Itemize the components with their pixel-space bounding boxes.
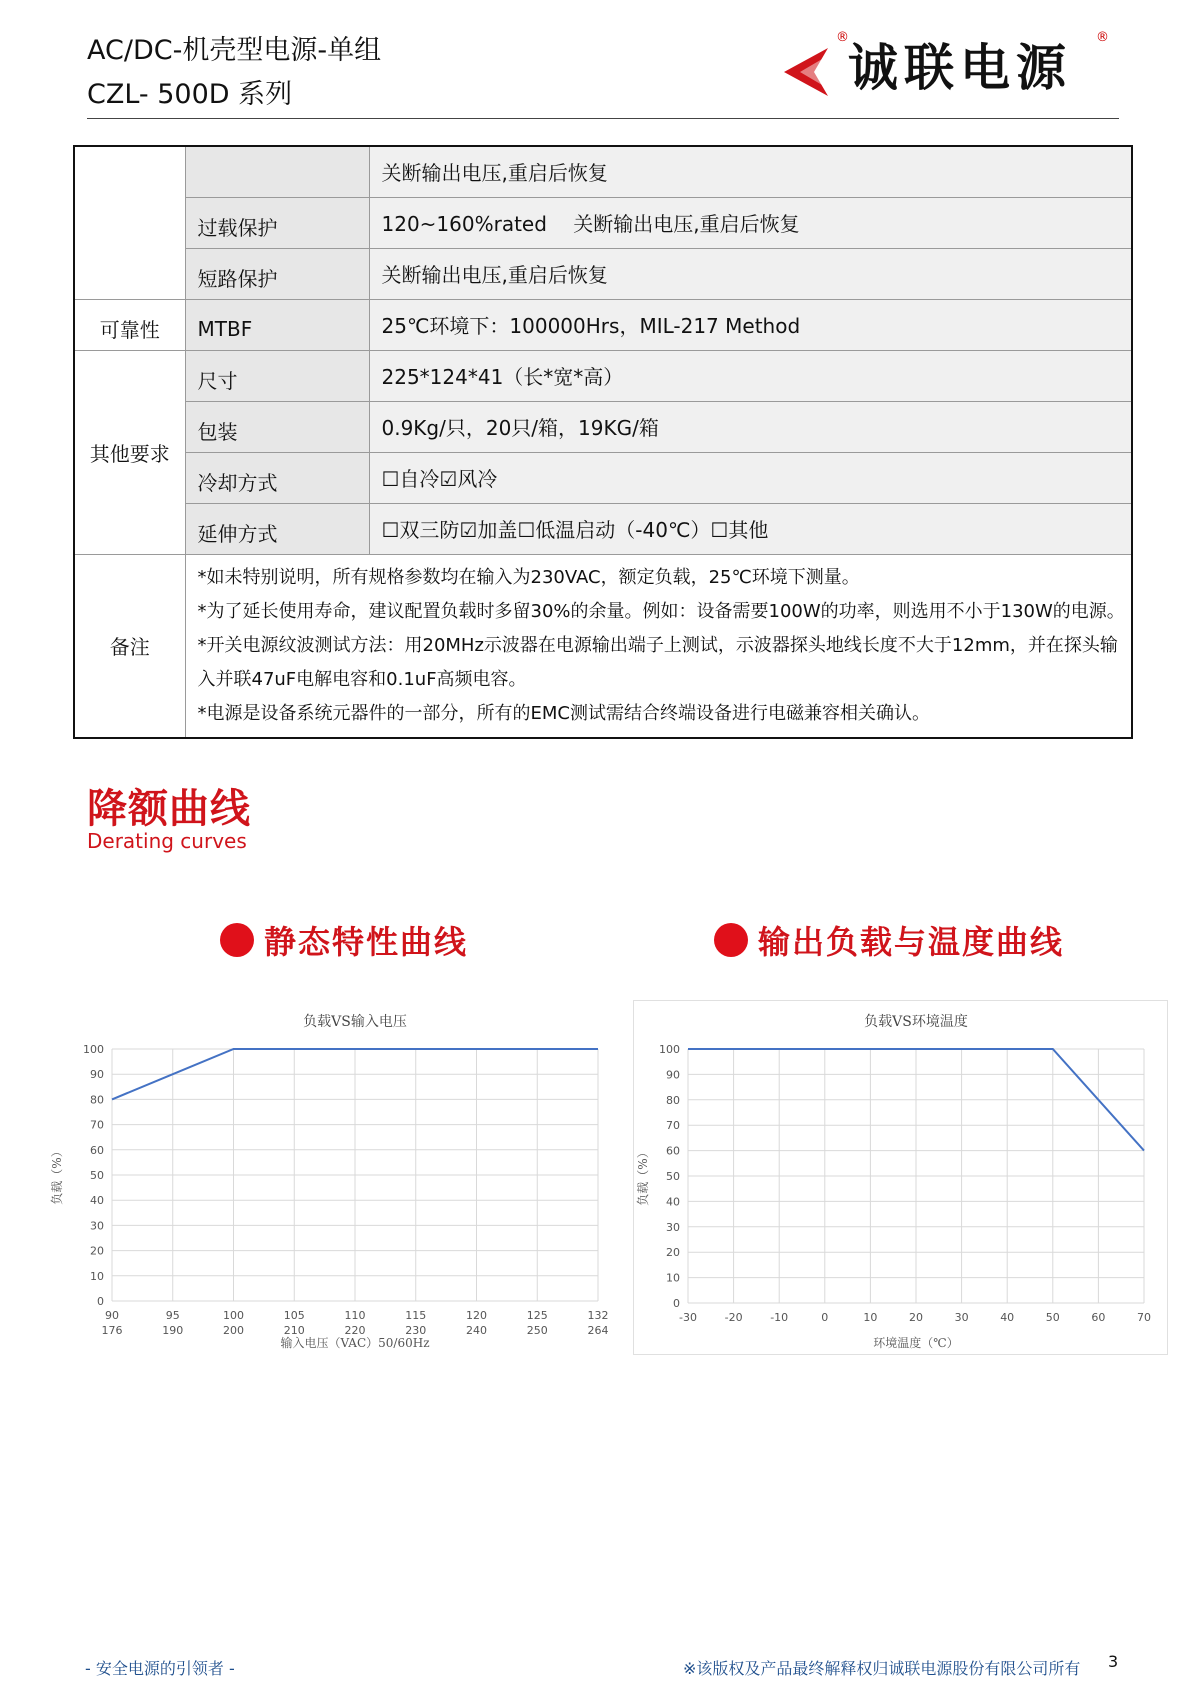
item-cell: 冷却方式 (185, 452, 369, 503)
x-tick-label: 115 (405, 1309, 427, 1322)
chart-title: 负载VS输入电压 (303, 1014, 407, 1030)
y-tick-label: 90 (90, 1068, 104, 1082)
x-tick-label-secondary: 200 (223, 1324, 244, 1337)
x-tick-label: -30 (679, 1311, 697, 1324)
registered-mark: ® (836, 30, 849, 45)
y-axis-label: 负载（%） (50, 1145, 64, 1205)
x-tick-label: 105 (283, 1309, 305, 1322)
spec-table (73, 145, 1133, 739)
y-tick-label: 0 (673, 1297, 680, 1310)
x-axis-label: 环境温度（℃） (873, 1336, 959, 1350)
table-row (74, 197, 1132, 248)
brand-name: 诚联电源 (848, 38, 1072, 97)
y-tick-label: 90 (666, 1068, 680, 1082)
table-row (74, 401, 1132, 452)
x-tick-label: 10 (863, 1311, 878, 1324)
x-tick-label-secondary: 210 (283, 1324, 305, 1337)
y-tick-label: 50 (666, 1170, 680, 1183)
x-tick-label: -20 (724, 1311, 743, 1324)
bullet-dot-icon (714, 923, 748, 957)
x-tick-label-secondary: 190 (162, 1324, 184, 1337)
table-row (74, 350, 1132, 401)
brand-logo (778, 30, 1118, 100)
y-tick-label: 40 (666, 1195, 680, 1209)
x-tick-label: 70 (1137, 1311, 1151, 1324)
header-divider (87, 118, 1119, 119)
x-tick-label: 40 (1000, 1311, 1015, 1324)
footer-slogan: - 安全电源的引领者 - (85, 1659, 235, 1678)
x-tick-label: 0 (821, 1311, 829, 1324)
chart-load-vs-voltage (47, 1000, 617, 1355)
category-cell: 可靠性 (74, 299, 185, 350)
y-tick-label: 10 (90, 1269, 104, 1283)
y-tick-label: 30 (90, 1219, 104, 1233)
value-cell: 关断输出电压,重启后恢复 (369, 146, 1132, 197)
note-line: *如未特别说明，所有规格参数均在输入为230VAC，额定负载，25℃环境下测量。 (197, 566, 860, 588)
chart-heading-left (220, 918, 468, 962)
y-tick-label: 100 (83, 1043, 104, 1056)
x-tick-label: 20 (909, 1311, 923, 1324)
item-cell: MTBF (185, 299, 369, 350)
y-tick-label: 60 (90, 1143, 104, 1157)
table-row (74, 503, 1132, 554)
y-tick-label: 20 (666, 1246, 680, 1260)
y-tick-label: 70 (666, 1119, 680, 1133)
y-tick-label: 80 (666, 1093, 680, 1107)
doc-title-line2: CZL- 500D 系列 (87, 79, 293, 110)
item-cell: 过载保护 (185, 197, 369, 248)
x-tick-label-secondary: 240 (466, 1324, 487, 1337)
value-cell: 关断输出电压,重启后恢复 (369, 248, 1132, 299)
x-tick-label-secondary: 264 (587, 1324, 609, 1337)
x-tick-label: 60 (1091, 1311, 1106, 1324)
registered-mark: ® (1096, 30, 1109, 45)
x-tick-label: 132 (587, 1309, 609, 1322)
y-tick-label: 30 (666, 1220, 680, 1234)
y-tick-label: 40 (90, 1194, 104, 1208)
section-title: 降额曲线 (87, 786, 251, 832)
x-axis-label: 输入电压（VAC）50/60Hz (280, 1336, 430, 1350)
table-row (74, 248, 1132, 299)
item-cell: 尺寸 (185, 350, 369, 401)
value-cell: 225*124*41（长*宽*高） (369, 350, 1132, 401)
note-line: 入并联47uF电解电容和0.1uF高频电容。 (197, 668, 527, 690)
table-row (74, 146, 1132, 197)
value-cell: 25℃环境下：100000Hrs，MIL-217 Method (369, 299, 1132, 350)
category-cell: 其他要求 (74, 350, 185, 554)
chart-heading-text: 输出负载与温度曲线 (758, 923, 1065, 961)
y-tick-label: 50 (90, 1169, 104, 1182)
value-cell: 120~160%rated 关断输出电压,重启后恢复 (369, 197, 1132, 248)
x-tick-label: 120 (466, 1309, 487, 1322)
item-cell: 包装 (185, 401, 369, 452)
x-tick-label: 90 (105, 1309, 119, 1322)
chart-frame (634, 1001, 1168, 1355)
category-cell (74, 146, 185, 299)
doc-title-line1: AC/DC-机壳型电源-单组 (87, 35, 382, 66)
x-tick-label: -10 (770, 1311, 789, 1324)
x-tick-label-secondary: 230 (405, 1324, 427, 1337)
y-axis-label: 负载（%） (636, 1146, 650, 1206)
value-cell: ☐双三防☑加盖☐低温启动（-40℃）☐其他 (369, 503, 1132, 554)
y-tick-label: 0 (97, 1295, 104, 1308)
chart-load-vs-temperature (633, 1000, 1168, 1355)
chart-heading-right (714, 918, 1064, 962)
x-tick-label: 110 (344, 1309, 366, 1322)
notes-cell (185, 554, 1132, 738)
x-tick-label-secondary: 220 (344, 1324, 366, 1337)
value-cell: 0.9Kg/只，20只/箱，19KG/箱 (369, 401, 1132, 452)
x-tick-label: 100 (223, 1309, 244, 1322)
section-subtitle: Derating curves (87, 829, 247, 853)
page-number: 3 (1108, 1652, 1119, 1671)
note-line: *开关电源纹波测试方法：用20MHz示波器在电源输出端子上测试，示波器探头地线长度不大于12mm，并在探头输 (197, 634, 1118, 656)
table-row (74, 299, 1132, 350)
x-tick-label: 95 (165, 1309, 180, 1322)
notes-row (74, 554, 1132, 738)
y-tick-label: 100 (659, 1043, 680, 1056)
x-tick-label-secondary: 176 (101, 1324, 123, 1337)
chart-title: 负载VS环境温度 (864, 1014, 968, 1030)
y-tick-label: 20 (90, 1244, 104, 1258)
y-tick-label: 10 (666, 1271, 680, 1285)
note-line: *为了延长使用寿命，建议配置负载时多留30%的余量。例如：设备需要100W的功率，则选用不小于130W的电源。 (197, 600, 1125, 622)
table-row (74, 452, 1132, 503)
chart-heading-text: 静态特性曲线 (264, 923, 469, 961)
note-line: *电源是设备系统元器件的一部分，所有的EMC测试需结合终端设备进行电磁兼容相关确认。 (197, 702, 930, 724)
notes-category: 备注 (74, 554, 185, 738)
bullet-dot-icon (220, 923, 254, 957)
y-tick-label: 80 (90, 1093, 104, 1107)
x-tick-label: 30 (954, 1311, 969, 1324)
x-tick-label: 125 (526, 1309, 548, 1322)
x-tick-label: 50 (1045, 1311, 1060, 1324)
item-cell: 延伸方式 (185, 503, 369, 554)
footer-copyright: ※该版权及产品最终解释权归诚联电源股份有限公司所有 (683, 1659, 1081, 1678)
x-tick-label-secondary: 250 (526, 1324, 548, 1337)
item-cell: 短路保护 (185, 248, 369, 299)
value-cell: ☐自冷☑风冷 (369, 452, 1132, 503)
y-tick-label: 70 (90, 1118, 104, 1132)
item-cell (185, 146, 369, 197)
y-tick-label: 60 (666, 1144, 680, 1158)
